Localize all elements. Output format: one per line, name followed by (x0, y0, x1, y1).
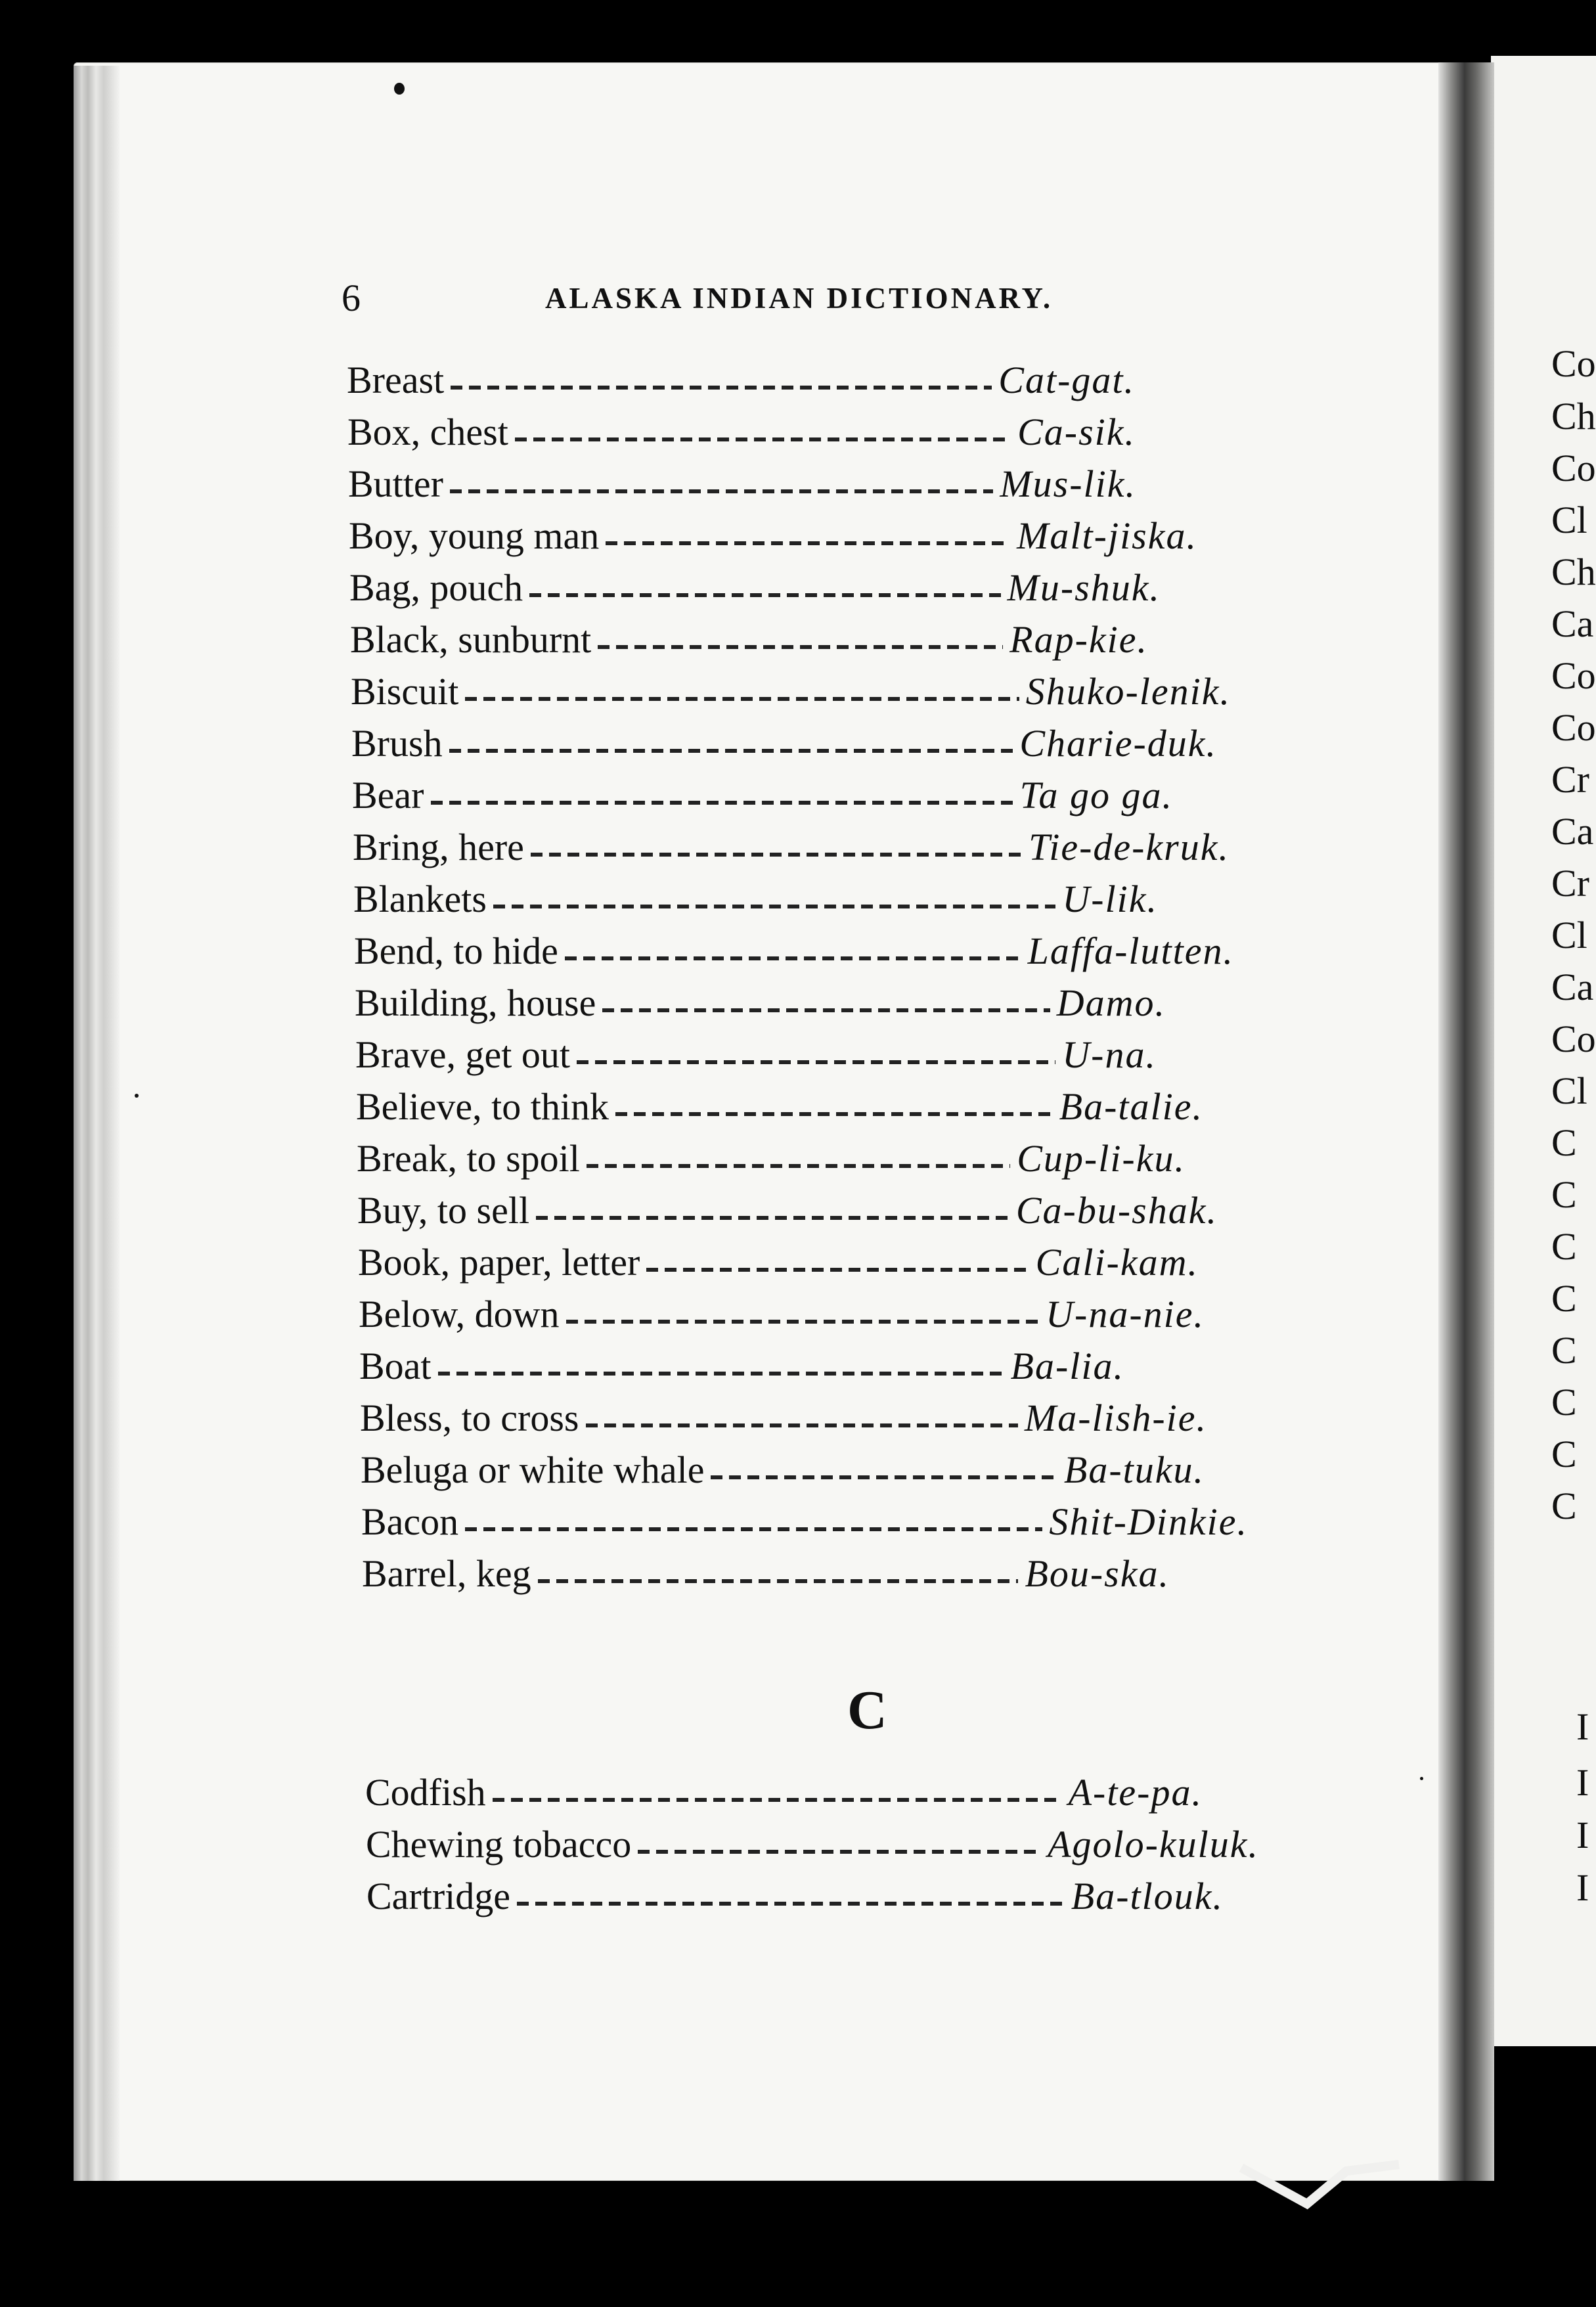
entry-translation: Shuko-lenik. (1025, 670, 1231, 713)
entry-term: Break, to spoil (357, 1137, 580, 1180)
book-gutter (1438, 62, 1494, 2181)
entry-translation: Charie-duk. (1019, 722, 1217, 765)
dictionary-entry (358, 1240, 1199, 1284)
page-number: 6 (342, 277, 361, 319)
dictionary-entry (361, 1500, 1248, 1543)
dictionary-entry (347, 410, 1136, 453)
facing-page-fragment: Cl (1551, 914, 1587, 956)
facing-page-fragment: I (1576, 1866, 1589, 1909)
facing-page-fragment: C (1551, 1225, 1577, 1268)
facing-page-fragment: Ca (1551, 810, 1594, 853)
entry-translation: Ba-tlouk. (1071, 1875, 1224, 1917)
entry-term: Brave, get out (355, 1033, 570, 1076)
dot-leader (529, 593, 1000, 597)
dot-leader (431, 801, 1013, 805)
entry-translation: Cali-kam. (1035, 1241, 1199, 1284)
entry-translation: Ba-tuku. (1063, 1448, 1205, 1491)
entry-term: Bend, to hide (354, 930, 558, 972)
dictionary-entry (351, 721, 1217, 765)
dot-leader (536, 1216, 1009, 1220)
facing-page-fragment: C (1551, 1121, 1577, 1164)
entry-translation: Damo. (1056, 981, 1166, 1024)
entry-term: Beluga or white whale (361, 1448, 705, 1491)
entry-term: Barrel, keg (362, 1552, 531, 1595)
dot-leader (565, 956, 1021, 960)
entry-translation: Laffa-lutten. (1027, 930, 1234, 972)
dictionary-entry (355, 981, 1166, 1024)
facing-page-fragment: I (1576, 1761, 1589, 1804)
facing-page-fragment: Cl (1551, 499, 1587, 541)
facing-page-fragment: Co (1551, 706, 1596, 749)
facing-page-fragment: C (1551, 1329, 1577, 1372)
entry-term: Blankets (353, 878, 487, 920)
dot-leader (450, 489, 993, 493)
dictionary-entry (361, 1448, 1205, 1491)
entry-translation: Ca-bu-shak. (1015, 1189, 1218, 1232)
entry-term: Building, house (355, 981, 596, 1024)
facing-page-fragment: Ch (1551, 550, 1596, 593)
facing-page-fragment: Ca (1551, 966, 1594, 1008)
dot-leader (598, 645, 1003, 649)
facing-page-fragment: I (1576, 1814, 1589, 1856)
dot-leader (515, 437, 1011, 441)
dot-leader (602, 1008, 1050, 1012)
entry-term: Bring, here (353, 826, 524, 868)
dictionary-entry (350, 617, 1148, 661)
entry-term: Box, chest (347, 411, 508, 453)
entry-translation: A-te-pa. (1068, 1771, 1203, 1814)
entry-term: Bacon (361, 1500, 459, 1543)
entry-translation: Shit-Dinkie. (1049, 1500, 1248, 1543)
dictionary-entry (366, 1822, 1259, 1866)
dot-leader (531, 853, 1022, 857)
dictionary-entry (353, 825, 1230, 868)
dot-leader (438, 1372, 1004, 1376)
facing-page-fragment: Co (1551, 447, 1596, 489)
entry-term: Boat (359, 1345, 432, 1387)
facing-page-fragment: Co (1551, 654, 1596, 697)
entry-translation: Ba-talie. (1059, 1085, 1203, 1128)
dictionary-entry (356, 1085, 1203, 1128)
facing-page-fragment: Co (1551, 342, 1596, 385)
facing-page-fragment: Cl (1551, 1069, 1587, 1112)
entry-term: Black, sunburnt (350, 618, 592, 661)
entry-translation: Ca-sik. (1017, 411, 1136, 453)
dot-leader (577, 1060, 1055, 1064)
dot-leader (493, 1798, 1062, 1802)
facing-page-fragment: C (1551, 1381, 1577, 1423)
facing-page-fragment: Cr (1551, 758, 1589, 801)
dictionary-entry (355, 1033, 1157, 1076)
dot-leader (566, 1320, 1040, 1324)
entry-term: Buy, to sell (357, 1189, 530, 1232)
dictionary-entry (365, 1770, 1203, 1814)
dot-leader (451, 386, 992, 390)
dot-leader (517, 1902, 1065, 1906)
ink-speck (1420, 1777, 1423, 1780)
facing-page-fragment: Ch (1551, 395, 1596, 437)
dictionary-entry (359, 1292, 1205, 1335)
dot-leader (638, 1850, 1041, 1854)
entry-translation: U-lik. (1062, 878, 1158, 920)
entry-term: Butter (348, 462, 443, 505)
entry-translation: Agolo-kuluk. (1048, 1823, 1259, 1866)
dictionary-entry (348, 462, 1136, 505)
entry-term: Bear (352, 774, 424, 817)
entry-translation: Mu-shuk. (1007, 566, 1161, 609)
page-edge-shading (74, 66, 120, 2181)
facing-page-fragment: C (1551, 1485, 1577, 1527)
facing-page-fragment: I (1576, 1705, 1589, 1748)
facing-page-fragment: C (1551, 1433, 1577, 1475)
dot-leader (587, 1164, 1010, 1168)
entry-translation: Rap-kie. (1009, 618, 1148, 661)
facing-page-fragment: Ca (1551, 602, 1594, 645)
dictionary-entry (349, 514, 1197, 557)
entry-translation: Malt-jiska. (1017, 514, 1197, 557)
facing-page-fragment: C (1551, 1173, 1577, 1216)
dot-leader (465, 697, 1019, 701)
dictionary-entry (359, 1344, 1124, 1387)
entry-term: Biscuit (351, 670, 459, 713)
running-head: ALASKA INDIAN DICTIONARY. (545, 282, 1053, 315)
entry-term: Codfish (365, 1771, 486, 1814)
dictionary-entry (357, 1136, 1186, 1180)
dictionary-entry (357, 1188, 1218, 1232)
entry-translation: Ma-lish-ie. (1024, 1397, 1207, 1439)
entry-translation: Tie-de-kruk. (1029, 826, 1230, 868)
entry-translation: Mus-lik. (1000, 462, 1136, 505)
entry-translation: Cat-gat. (998, 359, 1135, 401)
entry-term: Book, paper, letter (358, 1241, 640, 1284)
dot-leader (493, 905, 1055, 908)
dot-leader (465, 1527, 1042, 1531)
entry-term: Chewing tobacco (366, 1823, 632, 1866)
facing-page-fragment: Co (1551, 1018, 1596, 1060)
entry-translation: U-na-nie. (1046, 1293, 1205, 1335)
dictionary-entry (351, 669, 1231, 713)
entry-translation: Bou-ska. (1025, 1552, 1170, 1595)
entry-term: Breast (347, 359, 445, 401)
entry-term: Bag, pouch (349, 566, 523, 609)
entry-term: Cartridge (366, 1875, 511, 1917)
entry-translation: Ba-lia. (1010, 1345, 1124, 1387)
section-heading-c: C (847, 1680, 887, 1741)
dot-leader (586, 1423, 1018, 1427)
dictionary-entry (362, 1552, 1170, 1595)
dot-leader (646, 1268, 1029, 1272)
entry-term: Boy, young man (349, 514, 600, 557)
dictionary-entry (349, 566, 1161, 609)
dictionary-entry (354, 929, 1234, 972)
dictionary-entry (360, 1396, 1207, 1439)
facing-page-fragment: C (1551, 1277, 1577, 1320)
ink-speck (394, 83, 405, 95)
dictionary-entry (366, 1874, 1224, 1917)
dictionary-entry (353, 877, 1158, 920)
entry-term: Brush (351, 722, 443, 765)
dictionary-entry (347, 358, 1135, 401)
dot-leader (615, 1112, 1053, 1116)
page-fold-mark (1235, 2155, 1406, 2233)
entry-translation: U-na. (1062, 1033, 1157, 1076)
dictionary-entry (352, 773, 1173, 817)
dot-leader (449, 749, 1013, 753)
entry-term: Below, down (359, 1293, 560, 1335)
dot-leader (711, 1475, 1057, 1479)
dot-leader (606, 541, 1010, 545)
entry-translation: Ta go ga. (1019, 774, 1173, 817)
facing-page-fragment: Cr (1551, 862, 1589, 905)
dot-leader (538, 1579, 1019, 1583)
entry-term: Believe, to think (356, 1085, 609, 1128)
entry-term: Bless, to cross (360, 1397, 579, 1439)
ink-speck (135, 1094, 139, 1098)
entry-translation: Cup-li-ku. (1017, 1137, 1186, 1180)
